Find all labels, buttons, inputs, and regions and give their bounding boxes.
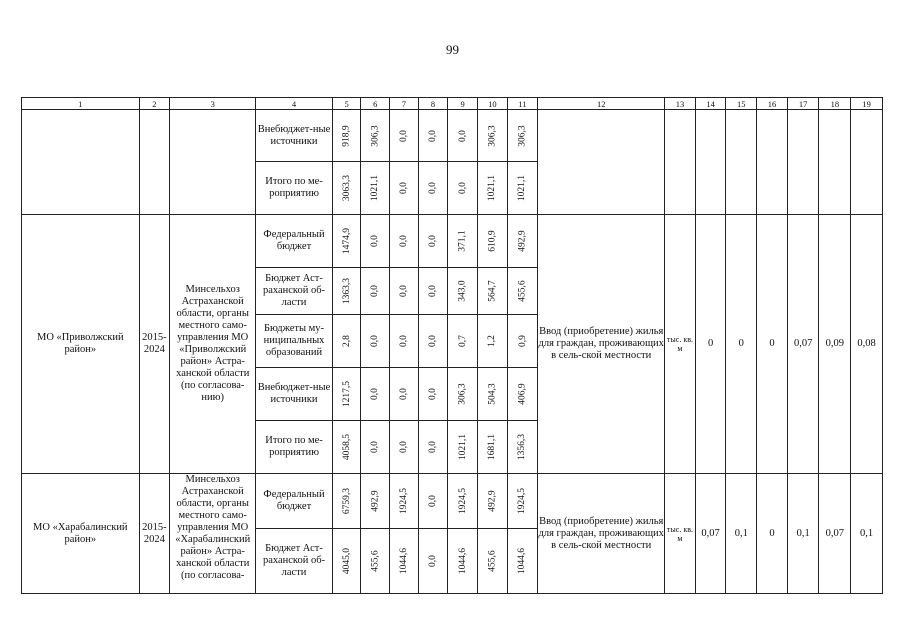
value-cell — [390, 315, 419, 368]
value-cell — [390, 421, 419, 474]
value-text: 4058,5 — [341, 433, 352, 461]
mo-cell — [22, 110, 140, 215]
source-cell: Бюджеты му-ниципальных образований — [256, 315, 333, 368]
value-text: 306,3 — [487, 124, 498, 147]
unit-cell — [665, 110, 696, 215]
value-text: 0,0 — [398, 388, 409, 400]
target-cell: 0,07 — [695, 474, 726, 594]
value-cell — [361, 421, 390, 474]
page-number: 99 — [446, 42, 459, 57]
value-cell — [361, 368, 390, 421]
source-cell: Федеральный бюджет — [256, 215, 333, 268]
value-cell — [448, 368, 478, 421]
value-cell — [418, 268, 448, 315]
value-cell — [478, 268, 508, 315]
header-cell: 11 — [507, 98, 538, 110]
target-cell: 0,09 — [819, 215, 851, 474]
value-text: 306,3 — [370, 124, 381, 147]
header-cell: 2 — [139, 98, 170, 110]
value-cell — [448, 421, 478, 474]
target-cell — [851, 110, 883, 215]
value-text: 504,3 — [487, 383, 498, 405]
value-cell — [390, 529, 419, 594]
target-cell: 0 — [757, 474, 788, 594]
value-cell — [390, 110, 419, 162]
value-cell — [361, 215, 390, 268]
value-text: 1681,1 — [487, 433, 498, 461]
value-cell — [418, 110, 448, 162]
header-cell: 1 — [22, 98, 140, 110]
value-text: 1924,5 — [457, 487, 468, 515]
value-cell — [418, 474, 448, 529]
value-text: 0,0 — [428, 182, 439, 194]
value-cell — [361, 110, 390, 162]
target-cell — [787, 110, 819, 215]
value-cell — [332, 162, 361, 215]
value-text: 492,9 — [517, 230, 528, 252]
source-cell: Итого по ме-роприятию — [256, 162, 333, 215]
value-cell — [478, 474, 508, 529]
target-cell: 0 — [726, 215, 757, 474]
header-cell: 19 — [851, 98, 883, 110]
unit-cell: тыс. кв. м — [665, 474, 696, 594]
value-cell — [507, 110, 538, 162]
value-text: 1044,6 — [517, 547, 528, 575]
value-cell — [390, 368, 419, 421]
value-cell — [418, 368, 448, 421]
value-text: 1363,3 — [341, 277, 352, 305]
target-cell: 0,1 — [787, 474, 819, 594]
value-text: 4045,0 — [341, 547, 352, 575]
source-cell: Внебюджет-ные источники — [256, 368, 333, 421]
value-text: 3063,3 — [341, 174, 352, 202]
value-cell — [478, 110, 508, 162]
unit-cell: тыс. кв. м — [665, 215, 696, 474]
indicator-cell: Ввод (приобретение) жилья для граждан, проживающих в сель-ской местности — [538, 215, 665, 474]
header-cell: 7 — [390, 98, 419, 110]
value-text: 1044,6 — [457, 547, 468, 575]
value-cell — [478, 368, 508, 421]
value-text: 455,6 — [517, 280, 528, 302]
value-cell — [507, 474, 538, 529]
header-cell: 4 — [256, 98, 333, 110]
header-cell: 16 — [757, 98, 788, 110]
value-text: 0,0 — [457, 129, 468, 142]
value-cell — [390, 474, 419, 529]
value-text: 0,0 — [428, 441, 439, 453]
value-text: 0,0 — [428, 285, 439, 297]
source-cell: Итого по ме-роприятию — [256, 421, 333, 474]
header-row — [22, 98, 883, 110]
value-text: 1021,1 — [370, 174, 381, 202]
value-text: 2,8 — [341, 335, 352, 347]
target-cell: 0,1 — [851, 474, 883, 594]
value-cell — [448, 110, 478, 162]
target-cell: 0,07 — [787, 215, 819, 474]
value-cell — [507, 268, 538, 315]
value-text: 0,0 — [428, 335, 439, 347]
header-cell: 17 — [787, 98, 819, 110]
value-cell — [332, 215, 361, 268]
value-cell — [418, 421, 448, 474]
value-text: 0,0 — [370, 285, 381, 297]
value-text: 0,9 — [517, 335, 528, 347]
value-text: 1356,3 — [517, 433, 528, 461]
value-cell — [448, 215, 478, 268]
value-cell — [478, 421, 508, 474]
value-text: 343,0 — [457, 280, 468, 302]
value-cell — [361, 474, 390, 529]
value-text: 0,0 — [428, 555, 439, 567]
value-text: 1021,1 — [517, 174, 528, 202]
value-cell — [361, 268, 390, 315]
source-cell: Федеральный бюджет — [256, 474, 333, 529]
value-text: 0,7 — [457, 335, 468, 347]
value-text: 0,0 — [370, 388, 381, 400]
value-text: 455,6 — [370, 550, 381, 572]
period-cell: 2015-2024 — [139, 215, 170, 474]
header-cell: 12 — [538, 98, 665, 110]
value-text: 918,9 — [341, 124, 352, 147]
value-text: 1021,1 — [487, 174, 498, 202]
header-cell: 14 — [695, 98, 726, 110]
target-cell: 0 — [695, 215, 726, 474]
target-cell — [726, 110, 757, 215]
value-cell — [507, 315, 538, 368]
table-row — [22, 110, 883, 162]
value-text: 492,9 — [370, 490, 381, 512]
value-text: 1474,9 — [341, 227, 352, 255]
value-cell — [418, 215, 448, 268]
executor-cell: Минсельхоз Астраханской области, органы местного само-управления МО «Приволжский район» Астра-ханской области (по согласова-нию) — [170, 215, 256, 474]
target-cell — [819, 110, 851, 215]
value-text: 564,7 — [487, 280, 498, 302]
value-text: 0,0 — [398, 235, 409, 247]
indicator-cell — [538, 110, 665, 215]
header-cell: 18 — [819, 98, 851, 110]
value-text: 0,0 — [370, 235, 381, 247]
value-text: 610,9 — [487, 230, 498, 252]
source-cell: Бюджет Аст-раханской об-ласти — [256, 529, 333, 594]
value-cell — [390, 162, 419, 215]
value-cell — [332, 474, 361, 529]
header-cell: 10 — [478, 98, 508, 110]
value-cell — [478, 215, 508, 268]
value-text: 0,0 — [428, 129, 439, 142]
value-cell — [332, 421, 361, 474]
target-cell: 0,1 — [726, 474, 757, 594]
header-cell: 3 — [170, 98, 256, 110]
header-cell: 5 — [332, 98, 361, 110]
value-text: 0,0 — [398, 129, 409, 142]
header-cell: 9 — [448, 98, 478, 110]
value-cell — [361, 315, 390, 368]
value-text: 0,0 — [398, 285, 409, 297]
target-cell: 0,07 — [819, 474, 851, 594]
mo-cell: МО «Харабалинский район» — [22, 474, 140, 594]
value-cell — [448, 162, 478, 215]
value-cell — [478, 315, 508, 368]
target-cell: 0,08 — [851, 215, 883, 474]
value-cell — [418, 529, 448, 594]
value-cell — [507, 368, 538, 421]
value-text: 306,3 — [517, 124, 528, 147]
value-text: 1044,6 — [398, 547, 409, 575]
value-text: 0,0 — [398, 441, 409, 453]
indicator-cell: Ввод (приобретение) жилья для граждан, проживающих в сель-ской местности — [538, 474, 665, 594]
value-cell — [390, 268, 419, 315]
table-row — [22, 215, 883, 268]
value-cell — [507, 421, 538, 474]
period-cell — [139, 110, 170, 215]
value-cell — [361, 529, 390, 594]
value-text: 6759,3 — [341, 487, 352, 515]
value-cell — [478, 162, 508, 215]
value-cell — [448, 315, 478, 368]
header-cell: 6 — [361, 98, 390, 110]
target-cell — [757, 110, 788, 215]
value-cell — [418, 315, 448, 368]
value-text: 1217,5 — [341, 380, 352, 408]
source-cell: Внебюджет-ные источники — [256, 110, 333, 162]
header-cell: 8 — [418, 98, 448, 110]
value-text: 0,0 — [457, 182, 468, 194]
executor-cell: Минсельхоз Астраханской области, органы местного само-управления МО «Харабалинский район» Астра-ханской области (по согласова- — [170, 474, 256, 594]
value-cell — [332, 268, 361, 315]
value-text: 0,0 — [370, 441, 381, 453]
value-text: 0,0 — [428, 388, 439, 400]
value-cell — [361, 162, 390, 215]
value-text: 0,0 — [398, 182, 409, 194]
executor-cell — [170, 110, 256, 215]
value-text: 1924,5 — [517, 487, 528, 515]
value-text: 1021,1 — [457, 433, 468, 461]
value-cell — [332, 368, 361, 421]
value-text: 306,3 — [457, 383, 468, 405]
target-cell — [695, 110, 726, 215]
header-cell: 13 — [665, 98, 696, 110]
value-cell — [448, 474, 478, 529]
mo-cell: МО «Приволжский район» — [22, 215, 140, 474]
value-text: 0,0 — [370, 335, 381, 347]
value-cell — [507, 529, 538, 594]
value-cell — [448, 268, 478, 315]
value-cell — [448, 529, 478, 594]
value-cell — [332, 529, 361, 594]
value-text: 1924,5 — [398, 487, 409, 515]
header-cell: 15 — [726, 98, 757, 110]
table-row — [22, 474, 883, 529]
value-cell — [478, 529, 508, 594]
value-text: 492,9 — [487, 490, 498, 512]
value-text: 455,6 — [487, 550, 498, 572]
value-text: 0,0 — [428, 495, 439, 507]
value-cell — [332, 110, 361, 162]
value-cell — [418, 162, 448, 215]
program-table — [21, 97, 883, 594]
value-cell — [390, 215, 419, 268]
value-text: 406,9 — [517, 383, 528, 405]
target-cell: 0 — [757, 215, 788, 474]
value-cell — [507, 162, 538, 215]
value-text: 0,0 — [428, 235, 439, 247]
value-cell — [507, 215, 538, 268]
value-text: 0,0 — [398, 335, 409, 347]
value-cell — [332, 315, 361, 368]
value-text: 371,1 — [457, 230, 468, 252]
value-text: 1,2 — [487, 335, 498, 347]
period-cell: 2015-2024 — [139, 474, 170, 594]
source-cell: Бюджет Аст-раханской об-ласти — [256, 268, 333, 315]
